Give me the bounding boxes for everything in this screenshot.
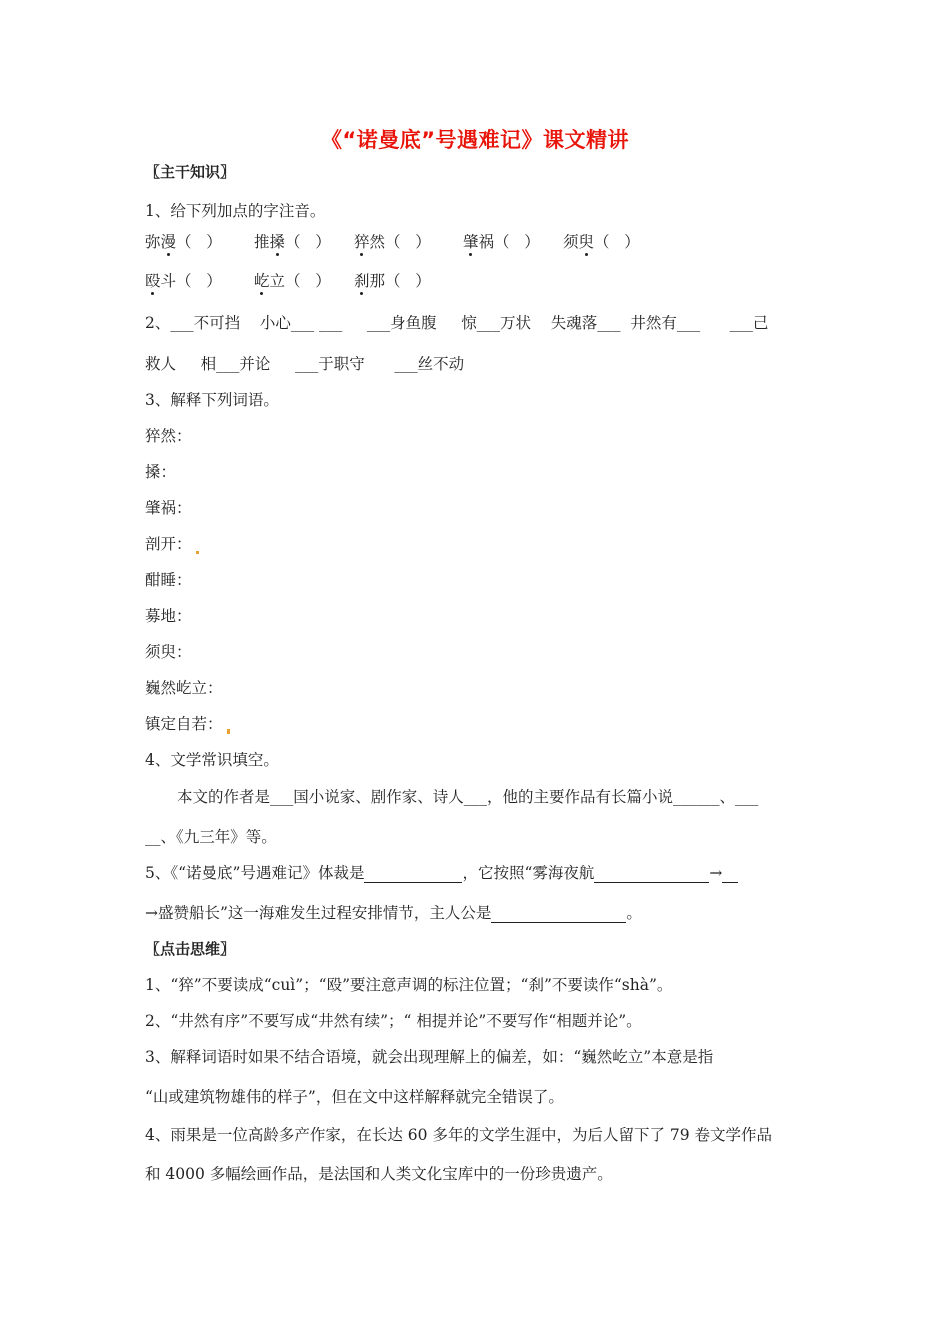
q5-line-2: →盛赞船长”这一海难发生过程安排情节，主人公是 。 [145, 904, 642, 922]
annotation-mark [227, 729, 230, 734]
q3-term: 须臾： [145, 643, 192, 661]
tip-3-line-1: 3、解释词语时如果不结合语境，就会出现理解上的偏差，如：“巍然屹立”本意是指 [145, 1048, 714, 1066]
q3-term: 搡： [145, 463, 177, 481]
q1-item: 弥漫（ ） [145, 233, 222, 251]
q3-prompt: 3、解释下列词语。 [145, 391, 279, 409]
annotation-mark [196, 551, 199, 554]
q4-line-1: 本文的作者是___国小说家、剧作家、诗人___，他的主要作品有长篇小说______、___ [177, 788, 759, 806]
page-title: 《“诺曼底”号遇难记》课文精讲 [320, 128, 630, 152]
section-header-main-knowledge: 〖主干知识〗 [145, 163, 236, 181]
q3-term: 酣睡： [145, 571, 192, 589]
tip-3-line-2: “山或建筑物雄伟的样子”，但在文中这样解释就完全错误了。 [145, 1088, 564, 1106]
q1-item: 殴斗（ ） [145, 272, 222, 290]
tip-1: 1、“猝”不要读成“cuì”；“殴”要注意声调的标注位置；“刹”不要读作“shà”。 [145, 976, 673, 994]
q4-prompt: 4、文学常识填空。 [145, 751, 279, 769]
tip-4-line-1: 4、雨果是一位高龄多产作家，在长达 60 多年的文学生涯中，为后人留下了 79 卷文学作品 [145, 1126, 773, 1144]
blank-plot-2 [722, 866, 738, 883]
q3-term: 肇祸： [145, 499, 192, 517]
blank-genre [364, 866, 462, 883]
q3-term: 镇定自若： [145, 715, 223, 733]
q4-line-2: __、《九三年》等。 [145, 828, 277, 846]
q2-line-2: 救人 相___并论 ___于职守 ___丝不动 [145, 355, 465, 373]
q1-item: 猝然（ ） [354, 233, 431, 251]
blank-plot [594, 866, 709, 883]
q1-item: 刹那（ ） [354, 272, 431, 290]
q3-term-row [145, 714, 230, 734]
q1-item: 肇祸（ ） [463, 233, 540, 251]
q3-term: 募地： [145, 607, 192, 625]
q3-term: 巍然屹立： [145, 679, 223, 697]
blank-protagonist [491, 906, 626, 923]
tip-4-line-2: 和 4000 多幅绘画作品，是法国和人类文化宝库中的一份珍贵遗产。 [145, 1165, 613, 1183]
q1-item: 屹立（ ） [254, 272, 331, 290]
section-header-thinking: 〖点击思维〗 [145, 940, 236, 958]
q3-term-row [145, 534, 199, 554]
q1-prompt: 1、给下列加点的字注音。 [145, 202, 326, 220]
q1-item: 推搡（ ） [254, 233, 331, 251]
q1-item: 须臾（ ） [563, 233, 640, 251]
q2-line-1: 2、___不可挡 小心___ ___ ___身鱼腹 惊___万状 失魂落___ 井然有___ ___己 [145, 314, 769, 332]
q3-term: 猝然： [145, 427, 192, 445]
q5-line-1: 5、《“诺曼底”号遇难记》体裁是 ，它按照“雾海夜航 → [145, 863, 738, 883]
q3-term: 剖开： [145, 535, 192, 553]
tip-2: 2、“井然有序”不要写成“井然有续”；“ 相提并论”不要写作“相题并论”。 [145, 1012, 642, 1030]
